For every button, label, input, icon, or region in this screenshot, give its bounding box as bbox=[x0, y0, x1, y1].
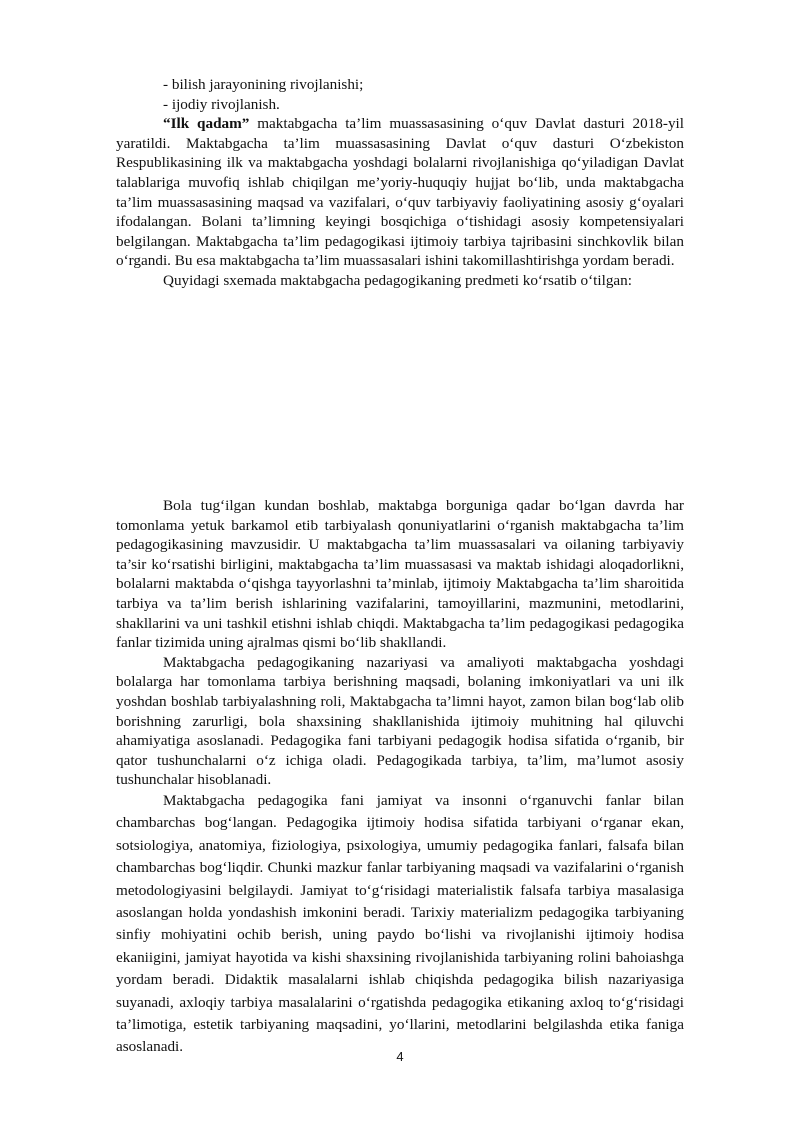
text-block-bottom bbox=[116, 496, 684, 1059]
list-item: - bilish jarayonining rivojlanishi; bbox=[163, 76, 364, 93]
paragraph-ilk-qadam bbox=[116, 114, 684, 271]
text-block-top bbox=[116, 75, 684, 291]
paragraph-theory: Maktabgacha pedagogikaning nazariyasi va amaliyoti maktabgacha yoshdagi bolalarga har tomonlama tarbiya berishning maqsadi, bolaning imkoniyatlari va uni ilk yoshdan boshlab tarbiyalashning roli, Maktabgacha ta’limni hayot, zamon bilan bog‘lab olib borishning zarurligi, bola shaxsining shakllanishida ijtimoiy muhitning hal qiluvchi ahamiyatiga asoslanadi. Pedagogika fani tarbiyani pedagogik hodisa sifatida o‘rganib, bir qator tushunchalarni o‘z ichiga oladi. Pedagogikada tarbiya, ta’lim, ma’lumot asosiy tushunchalar hisoblanadi. bbox=[116, 653, 684, 789]
paragraph-scheme-intro: Quyidagi sxemada maktabgacha pedagogikaning predmeti ko‘rsatib o‘tilgan: bbox=[163, 271, 632, 289]
page-number: 4 bbox=[396, 1049, 404, 1064]
paragraph-subject: Bola tug‘ilgan kundan boshlab, maktabga borguniga qadar bo‘lgan davrda har tomonlama yetuk barkamol etib tarbiyalash qonuniyatlarini o‘rganish maktabgacha ta’lim pedagogikasining mavzusidir. U maktabgacha ta’lim muassasalari va oilaning tarbiyaviy ta’sir ko‘rsatishi birligini, maktabgacha ta’lim muassasasi va maktab ishidagi aloqadorlikni, bolalarni maktabda o‘qishga tayyorlashni ta’minlab, ijtimoiy Maktabgacha ta’lim sharoitida tarbiya va ta’lim berish ishlarining vazifalarini, tamoyillarini, mazmunini, metodlarini, shakllarini va uni tashkil etishni ishlab chiqdi. Maktabgacha ta’lim pedagogikasi pedagogika fanlar tizimida uning ajralmas qismi bo‘lib shakllandi. bbox=[116, 497, 684, 652]
bold-term: “Ilk qadam” bbox=[163, 115, 250, 133]
scheme-figure-area bbox=[116, 292, 684, 492]
paragraph-text: maktabgacha ta’lim muassasasining o‘quv Davlat dasturi 2018-yil yaratildi. Maktabgacha ta’lim muassasasining Davlat o‘quv dasturi O‘zbekiston Respublikasining ilk va maktabgacha yoshdagi bolalarni rivojlanishiga qo‘yiladigan Davlat talablariga muvofiq ishlab chiqilgan me’yoriy-huquqiy hujjat bo‘lib, unda maktabgacha ta’lim muassasasining maqsad va vazifalari, o‘quv tarbiyaviy faoliyatining asosiy g‘oyalari ifodalangan. Bolani ta’limning keyingi bosqichiga o‘tishidagi asosiy kompetensiyalari belgilangan. Maktabgacha ta’lim pedagogikasi ijtimoiy tarbiya tajribasini sinchkovlik bilan o‘rgandi. Bu esa maktabgacha ta’lim muassasalari ishini takomillashtirishga yordam beradi. bbox=[116, 115, 684, 270]
paragraph-relations: Maktabgacha pedagogika fani jamiyat va insonni o‘rganuvchi fanlar bilan chambarchas bog‘langan. Pedagogika ijtimoiy hodisa sifatida tarbiyani o‘rganar ekan, sotsiologiya, anatomiya, fiziologiya, psixologiya, umumiy pedagogika fanlari, falsafa bilan chambarchas bog‘liqdir. Chunki mazkur fanlar tarbiyaning maqsadi va vazifalarini o‘rganish metodologiyasini belgilaydi. Jamiyat to‘g‘risidagi materialistik falsafa tarbiya masalasiga asoslangan holda yondashish imkonini beradi. Tarixiy materializm pedagogika tarbiyaning sinfiy mohiyatini ochib berish, uning paydo bo‘lishi va rivojlanishi ijtimoiy hodisa ekaniigini, jamiyat hayotida va kishi shaxsining rivojlanishida tarbiyaning rolini bahoiashga yordam beradi. Didaktik masalalarni ishlab chiqishda pedagogika bilish nazariyasiga suyanadi, axloqiy tarbiya masalalarini o‘rgatishda pedagogika etikaning axloq to‘g‘risidagi ta’limotiga, estetik tarbiyaning maqsadini, yo‘llarini, metodlarini belgilashda etika faniga asoslanadi. bbox=[116, 791, 684, 1056]
list-item: - ijodiy rivojlanish. bbox=[163, 95, 280, 113]
